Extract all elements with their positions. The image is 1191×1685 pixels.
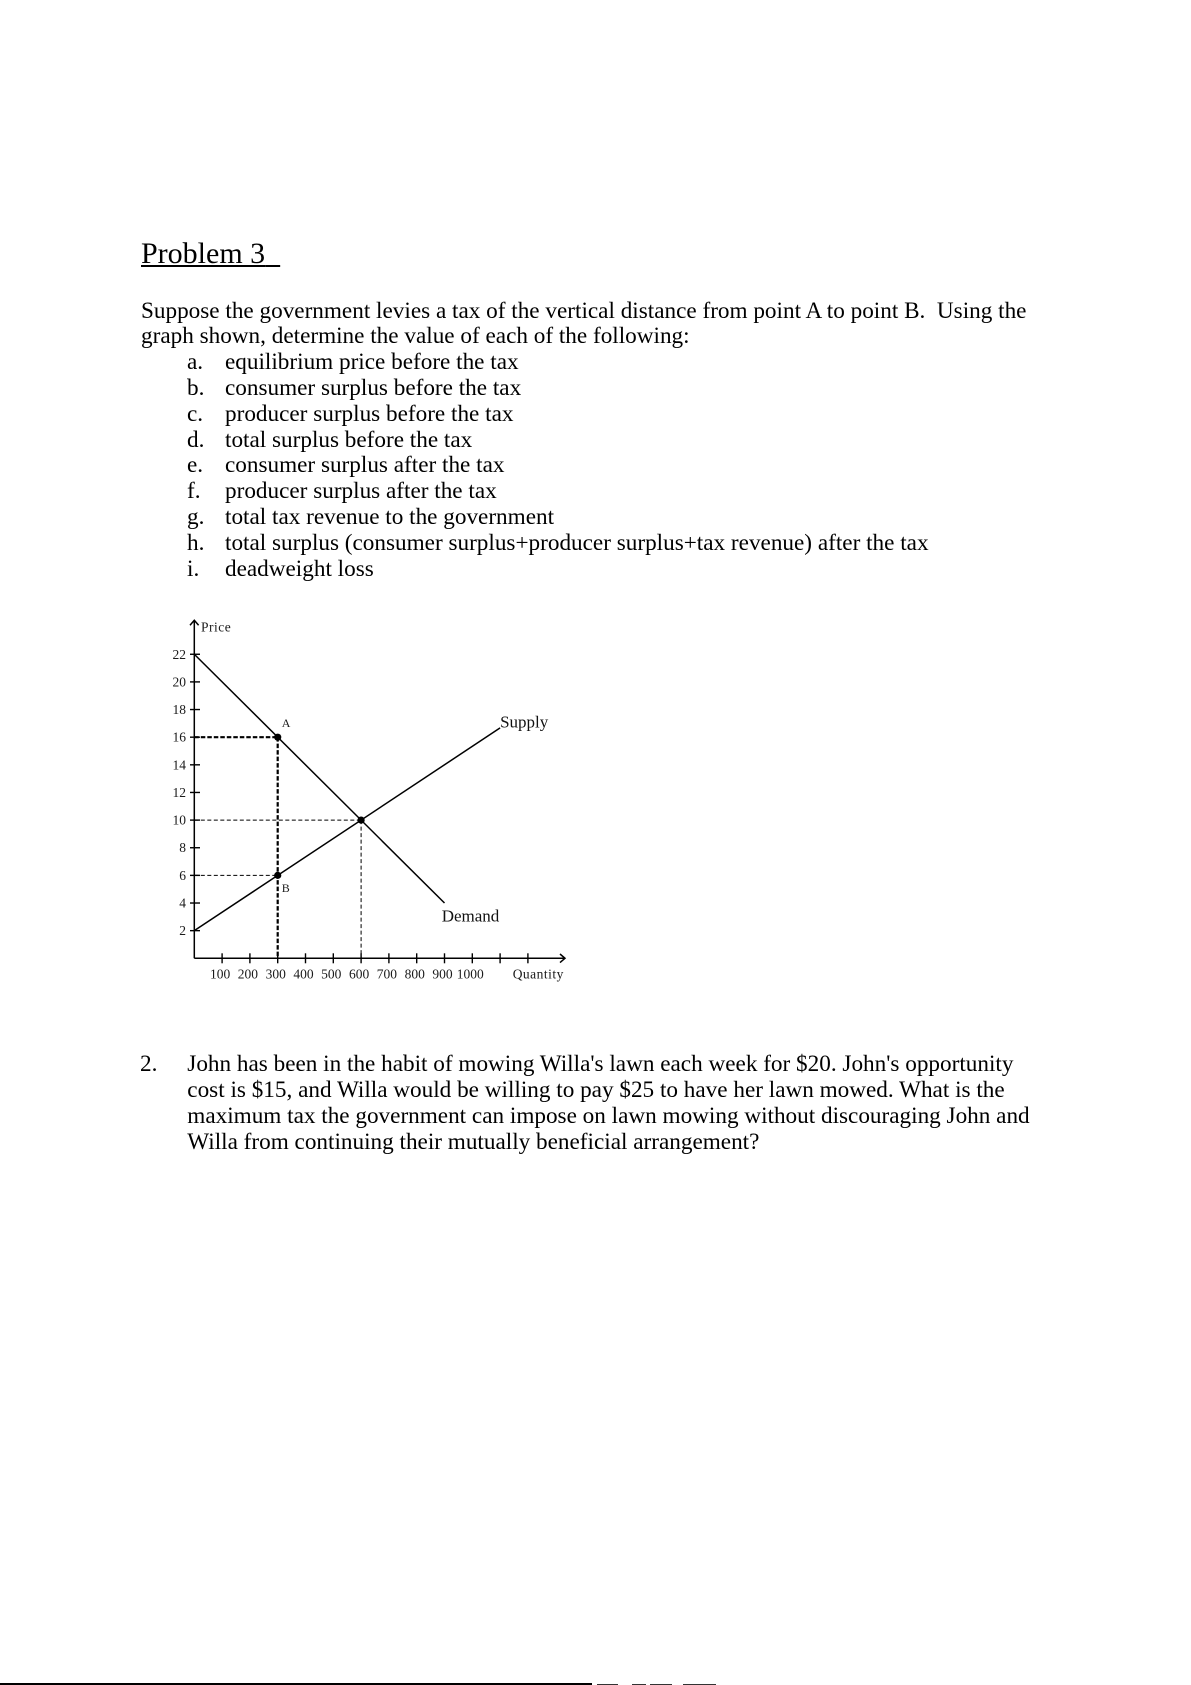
- y-tick-label: 18: [172, 702, 186, 718]
- supply-curve-label: Supply: [500, 712, 549, 732]
- list-item-text: producer surplus before the tax: [225, 400, 514, 427]
- point-label: A: [281, 716, 291, 731]
- supply-curve: [194, 728, 500, 931]
- list-marker: b.: [187, 374, 205, 401]
- y-tick-label: 14: [172, 757, 186, 773]
- list-item-text: equilibrium price before the tax: [225, 349, 519, 376]
- list-marker: a.: [187, 349, 204, 376]
- list-marker: h.: [187, 529, 205, 556]
- question-2-line-3: maximum tax the government can impose on lawn mowing without discouraging John and: [187, 1102, 1030, 1129]
- list-item-i: [187, 557, 1151, 583]
- supply-demand-chart: [150, 600, 590, 1000]
- x-tick-label: 700: [376, 966, 398, 982]
- list-item-text: deadweight loss: [225, 555, 374, 582]
- problem-heading: Problem 3: [141, 236, 266, 270]
- question-2-line-4: Willa from continuing their mutually beneficial arrangement?: [187, 1128, 760, 1155]
- y-tick-label: 20: [172, 674, 186, 690]
- x-tick-label: 600: [348, 966, 370, 982]
- point-label: B: [281, 880, 290, 895]
- list-item-c: [187, 402, 1151, 428]
- list-item-text: consumer surplus before the tax: [225, 374, 522, 401]
- prompt-line-2: graph shown, determine the value of each of the following:: [141, 323, 690, 350]
- list-item-text: total surplus before the tax: [225, 426, 473, 453]
- x-tick-label: 300: [265, 966, 286, 982]
- list-item-g: [187, 505, 1151, 531]
- list-item-f: [187, 479, 1151, 505]
- list-marker: f.: [187, 478, 201, 505]
- y-tick-label: 10: [172, 812, 186, 828]
- y-tick-label: 6: [179, 867, 186, 883]
- x-tick-label: 100: [209, 966, 231, 982]
- list-item-text: producer surplus after the tax: [225, 478, 497, 505]
- question-2: [140, 1052, 1100, 1156]
- point-equilibrium-marker: [358, 817, 365, 824]
- demand-curve: [194, 654, 444, 903]
- x-tick-label: 200: [237, 966, 259, 982]
- list-marker: e.: [187, 452, 204, 479]
- x-tick-label: 500: [321, 966, 342, 982]
- x-tick-label: 1000: [456, 966, 484, 982]
- question-2-text: [187, 1052, 1087, 1155]
- list-item-h: [187, 531, 1151, 557]
- question-list: [141, 350, 1151, 582]
- list-marker: g.: [187, 503, 205, 530]
- list-item-a: [187, 350, 1151, 376]
- point-a-marker: [274, 734, 281, 741]
- x-axis-label: Quantity: [512, 966, 564, 982]
- question-number: 2.: [140, 1051, 158, 1078]
- y-tick-label: 4: [179, 895, 186, 911]
- list-item-b: [187, 376, 1151, 402]
- list-item-text: total surplus (consumer surplus+producer surplus+tax revenue) after the tax: [225, 529, 929, 556]
- x-tick-label: 900: [432, 966, 453, 982]
- y-axis-label: Price: [201, 619, 232, 635]
- list-item-text: consumer surplus after the tax: [225, 452, 505, 479]
- list-marker: c.: [187, 400, 204, 427]
- list-item-text: total tax revenue to the government: [225, 503, 555, 530]
- list-item-d: [187, 428, 1151, 454]
- x-tick-label: 400: [293, 966, 314, 982]
- y-tick-label: 16: [172, 729, 186, 745]
- y-tick-label: 8: [179, 840, 186, 856]
- prompt-line-1: Suppose the government levies a tax of the vertical distance from point A to point B. Using the: [141, 297, 1027, 324]
- demand-curve-label: Demand: [441, 906, 500, 926]
- list-item-e: [187, 453, 1151, 479]
- point-b-marker: [274, 872, 281, 879]
- x-tick-label: 800: [404, 966, 425, 982]
- question-2-line-2: cost is $15, and Willa would be willing to pay $25 to have her lawn mowed. What is the: [187, 1077, 1005, 1104]
- question-2-line-1: John has been in the habit of mowing Willa's lawn each week for $20. John's opportunity: [187, 1051, 1014, 1078]
- y-tick-label: 22: [172, 646, 186, 662]
- list-marker: d.: [187, 426, 205, 453]
- y-tick-label: 2: [179, 923, 186, 939]
- problem-prompt: [141, 299, 1151, 583]
- y-tick-label: 12: [172, 784, 186, 800]
- list-marker: i.: [187, 555, 200, 582]
